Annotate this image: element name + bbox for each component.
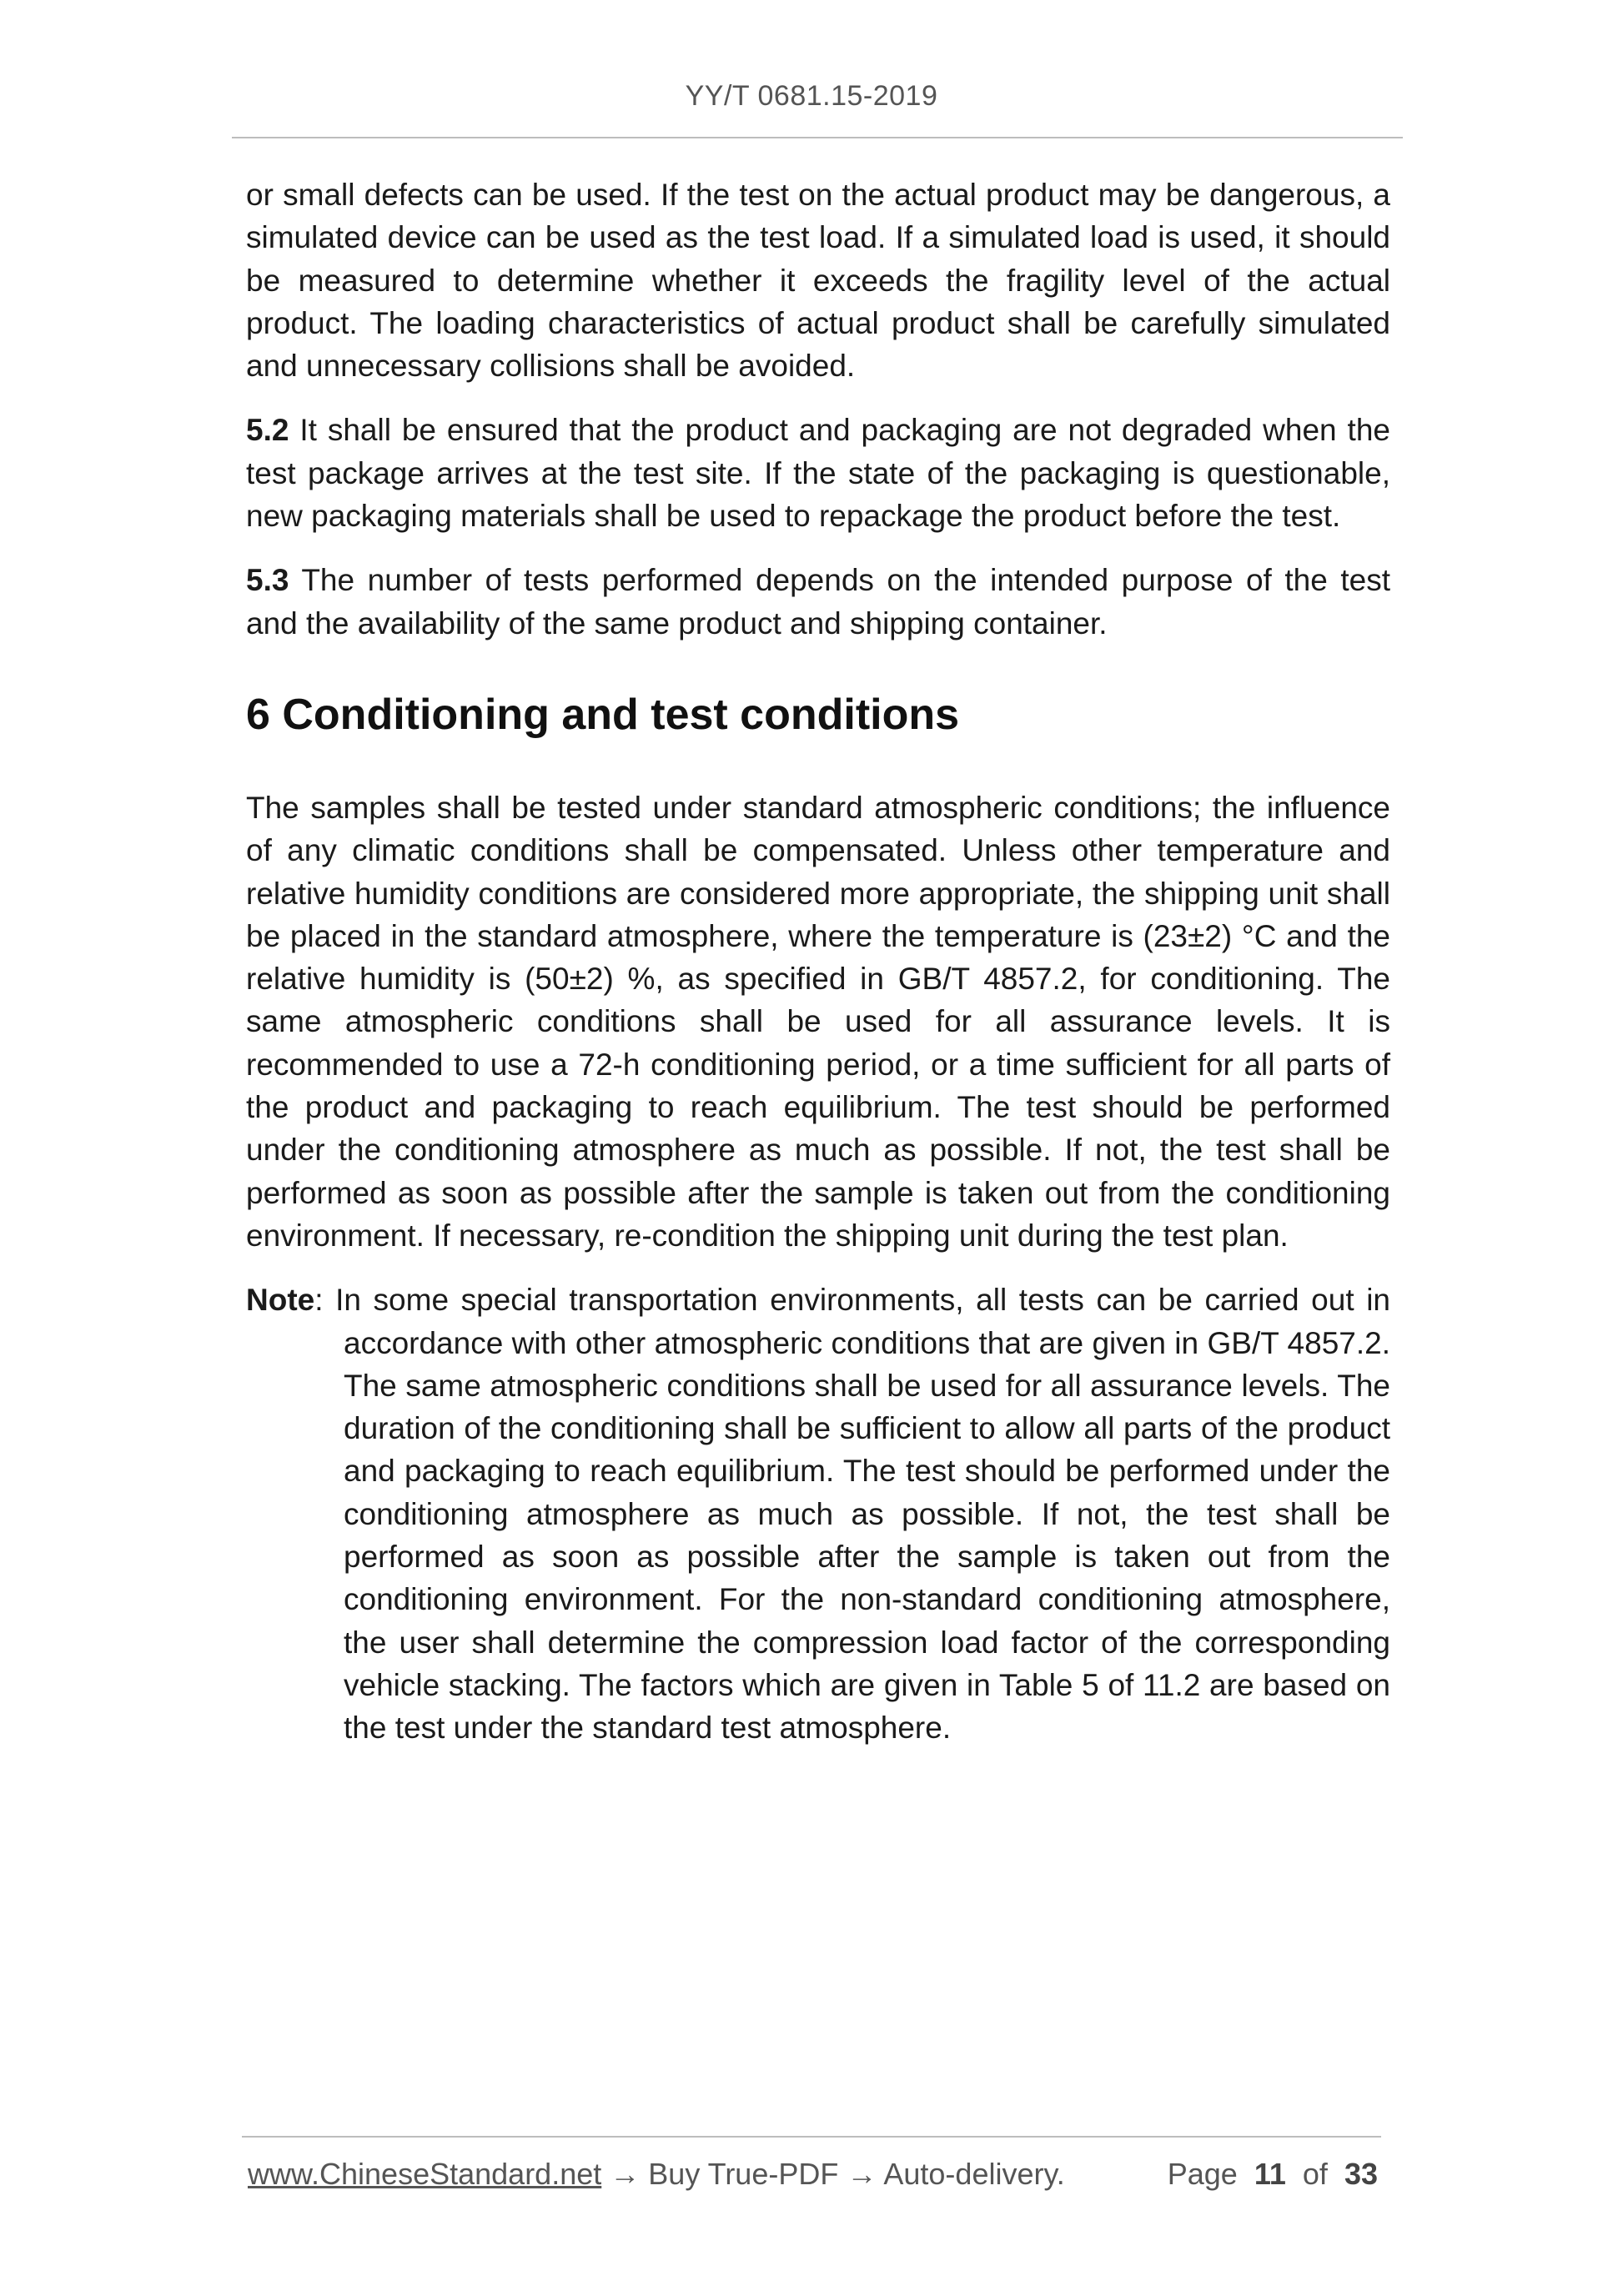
section-heading: 6 Conditioning and test conditions [246,690,960,739]
header-divider [232,137,1403,138]
page-current: 11 [1254,2157,1286,2191]
right-arrow-icon: → [610,2157,641,2191]
document-id: YY/T 0681.15-2019 [685,80,938,112]
page-body [246,173,1390,1750]
delivery-text: Auto-delivery. [883,2157,1065,2191]
buy-text: Buy True-PDF [648,2157,839,2191]
section-heading-wrap [246,690,1390,740]
paragraph-continued: or small defects can be used. If the test on the actual product may be dangerous, a simulated device can be used as the test load. If a simulated load is used, it should be measured to determine whether it exceeds the fragility level of the actual product. The loading characteristics of actual product shall be carefully simulated and unnecessary collisions shall be avoided. [246,178,1390,384]
section-6-paragraph: The samples shall be tested under standard atmospheric conditions; the influence of any climatic conditions shall be compensated. Unless other temperature and relative humidity conditions are considered more appropriate, the shipping unit shall be placed in the standard atmosphere, where the temperature is (23±2) °C and the relative humidity is (50±2) %, as specified in GB/T 4857.2, for conditioning. The same atmospheric conditions shall be used for all assurance levels. It is recommended to use a 72-h conditioning period, or a time sufficient for all parts of the product and packaging to reach equilibrium. The test should be performed under the conditioning atmosphere as much as possible. If not, the test shall be performed as soon as possible after the sample is taken out from the conditioning environment. If necessary, re-condition the shipping unit during the test plan. [246,790,1390,1253]
page-of: of [1302,2157,1328,2191]
note-label: Note [246,1283,315,1318]
website-link[interactable]: www.ChineseStandard.net [248,2157,602,2191]
clause-number: 5.2 [246,413,289,448]
footer-divider [242,2136,1381,2138]
clause-5-3 [246,559,1390,645]
clause-text: The number of tests performed depends on the intended purpose of the test and the availability of the same product and shipping container. [246,563,1390,641]
note-block [246,1279,1390,1749]
page-label: Page [1167,2157,1238,2191]
clause-number: 5.3 [246,563,289,598]
right-arrow-icon: → [847,2157,877,2191]
note-text: : In some special transportation environments, all tests can be carried out in accordance with other atmospheric conditions that are given in GB/T 4857.2. The same atmospheric conditions shall be used for all assurance levels. The duration of the conditioning shall be sufficient to allow all parts of the product and packaging to reach equilibrium. The test should be performed under the conditioning atmosphere as much as possible. If not, the test shall be performed as soon as possible after the sample is taken out from the conditioning environment. For the non-standard conditioning atmosphere, the user shall determine the compression load factor of the corresponding vehicle stacking. The factors which are given in Table 5 of 11.2 are based on the test under the standard test atmosphere. [314,1283,1390,1746]
clause-5-2 [246,409,1390,537]
footer-promo [248,2157,1065,2192]
page-total: 33 [1344,2157,1378,2191]
page-number [1168,2157,1378,2192]
page-footer [248,2157,1378,2198]
clause-text: It shall be ensured that the product and packaging are not degraded when the test package arrives at the test site. If the state of the packaging is questionable, new packaging materials shall be used to repackage the product before the test. [246,413,1390,534]
